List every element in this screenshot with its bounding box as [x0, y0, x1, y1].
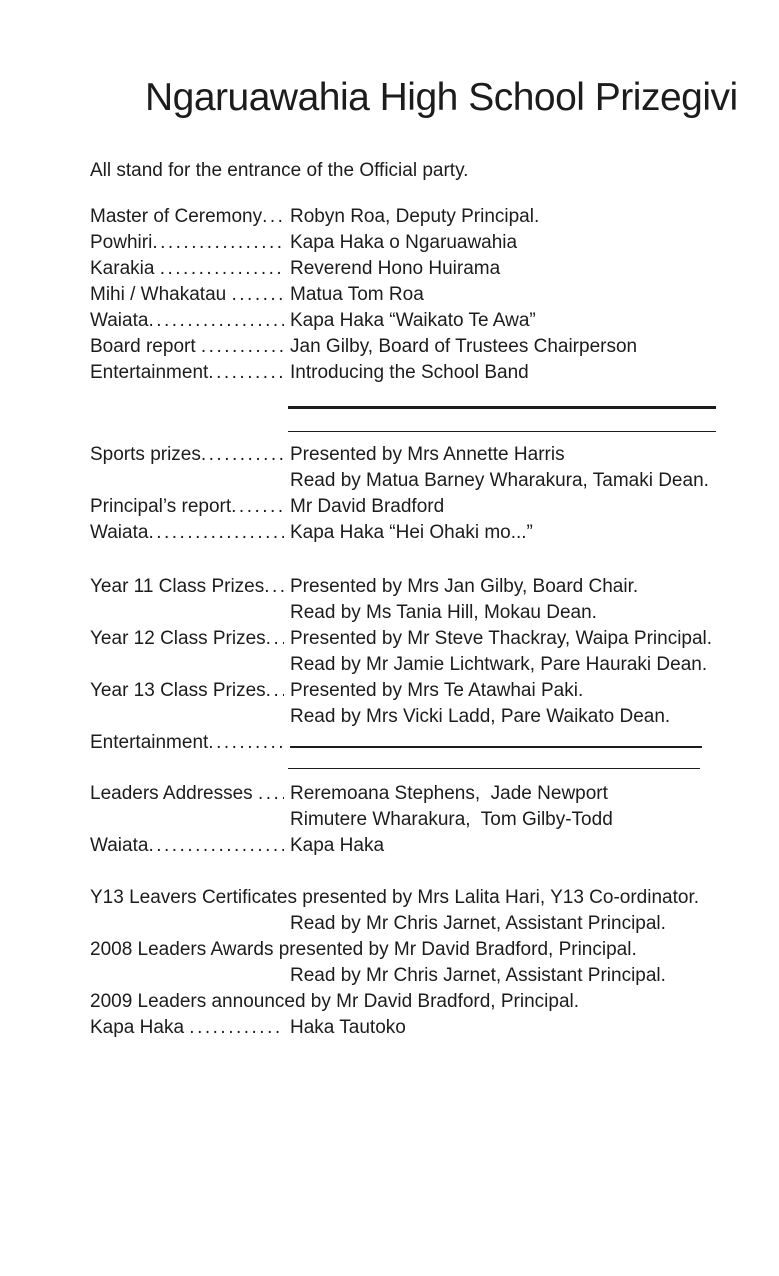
program-row: [90, 308, 750, 334]
row-label: Sports prizes: [90, 444, 201, 465]
program-row: [90, 704, 750, 730]
program-row: [90, 204, 750, 230]
row-description: Kapa Haka “Hei Ohaki mo...”: [290, 522, 533, 543]
row-description: Read by Mr Chris Jarnet, Assistant Principal.: [290, 965, 666, 986]
leader-dots: [160, 256, 284, 282]
paragraph-text: Y13 Leavers Certificates presented by Mrs Lalita Hari, Y13 Co-ordinator.: [90, 887, 700, 908]
row-description: Reverend Hono Huirama: [290, 258, 501, 279]
row-label-cell: [90, 730, 290, 756]
program-row: [90, 833, 750, 859]
row-label-cell: [90, 282, 290, 308]
row-description: Matua Tom Roa: [290, 284, 424, 305]
row-description: Reremoana Stephens, Jade Newport: [290, 783, 608, 804]
row-label-cell: [90, 833, 290, 859]
leader-dots: [148, 520, 284, 546]
leader-dots: [266, 626, 284, 652]
program-row: [90, 360, 750, 386]
program-row: [90, 989, 750, 1015]
row-label: Entertainment: [90, 732, 209, 753]
program-row: [90, 574, 750, 600]
row-label: Waiata: [90, 522, 149, 543]
program-row: [90, 911, 750, 937]
row-label-cell: [90, 626, 290, 652]
row-label-cell: [90, 574, 290, 600]
program-row: [90, 885, 750, 911]
row-description: Presented by Mrs Te Atawhai Paki.: [290, 680, 584, 701]
program-row: [90, 730, 750, 756]
row-description: Presented by Mrs Annette Harris: [290, 444, 565, 465]
vertical-spacer: [90, 546, 750, 574]
paragraph-text: 2009 Leaders announced by Mr David Bradford, Principal.: [90, 991, 580, 1012]
row-description: Presented by Mr Steve Thackray, Waipa Principal.: [290, 628, 713, 649]
row-description: Read by Mr Chris Jarnet, Assistant Principal.: [290, 913, 666, 934]
program-row: [90, 652, 750, 678]
row-label: Leaders Addresses: [90, 783, 258, 804]
document-page: [0, 76, 779, 1276]
leader-dots: [232, 282, 285, 308]
vertical-spacer: [90, 756, 750, 768]
program-list: [90, 204, 750, 1041]
leader-dots: [189, 1015, 284, 1041]
blank-underline: [290, 746, 702, 748]
program-row: [90, 520, 750, 546]
row-description: Presented by Mrs Jan Gilby, Board Chair.: [290, 576, 639, 597]
vertical-spacer: [90, 386, 750, 406]
row-label: Waiata: [90, 835, 149, 856]
row-label-cell: [90, 334, 290, 360]
program-row: [90, 937, 750, 963]
leader-dots: [266, 678, 284, 704]
intro-line: All stand for the entrance of the Official party.: [90, 160, 469, 181]
leader-dots: [148, 833, 284, 859]
program-row: [90, 282, 750, 308]
row-label-cell: [90, 678, 290, 704]
program-row: [90, 600, 750, 626]
row-description: Rimutere Wharakura, Tom Gilby-Todd: [290, 809, 613, 830]
leader-dots: [231, 494, 284, 520]
row-label-cell: [90, 308, 290, 334]
row-label: Kapa Haka: [90, 1017, 190, 1038]
program-row: [90, 678, 750, 704]
leader-dots: [262, 204, 284, 230]
row-description: Jan Gilby, Board of Trustees Chairperson: [290, 336, 638, 357]
row-label: Board report: [90, 336, 201, 357]
leader-dots: [208, 730, 284, 756]
row-label-cell: [90, 204, 290, 230]
leader-dots: [201, 442, 284, 468]
row-description: Read by Mrs Vicki Ladd, Pare Waikato Dean.: [290, 706, 671, 727]
program-row: [90, 807, 750, 833]
vertical-spacer: [90, 409, 750, 431]
leader-dots: [148, 308, 284, 334]
paragraph-text: 2008 Leaders Awards presented by Mr David Bradford, Principal.: [90, 939, 637, 960]
page-title: Ngaruawahia High School Prizegivi: [145, 76, 738, 119]
row-description: Kapa Haka o Ngaruawahia: [290, 232, 518, 253]
row-description: Mr David Bradford: [290, 496, 445, 517]
program-row: [90, 230, 750, 256]
row-label: Mihi / Whakatau: [90, 284, 232, 305]
program-row: [90, 442, 750, 468]
row-label-cell: [90, 230, 290, 256]
row-label-cell: [90, 781, 290, 807]
row-label-cell: [90, 1015, 290, 1041]
row-label: Year 12 Class Prizes: [90, 628, 266, 649]
row-description: Kapa Haka: [290, 835, 385, 856]
row-description: Robyn Roa, Deputy Principal.: [290, 206, 540, 227]
row-label: Waiata: [90, 310, 149, 331]
program-row: [90, 494, 750, 520]
leader-dots: [264, 574, 284, 600]
row-label: Principal’s report: [90, 496, 232, 517]
leader-dots: [152, 230, 284, 256]
row-label: Entertainment: [90, 362, 209, 383]
program-row: [90, 1015, 750, 1041]
leader-dots: [258, 781, 284, 807]
row-label: Year 13 Class Prizes: [90, 680, 266, 701]
leader-dots: [201, 334, 284, 360]
row-description: Read by Mr Jamie Lichtwark, Pare Hauraki Dean.: [290, 654, 708, 675]
row-label: Karakia: [90, 258, 160, 279]
row-label: Year 11 Class Prizes: [90, 576, 265, 597]
vertical-spacer: [90, 859, 750, 885]
program-row: [90, 468, 750, 494]
row-label: Powhiri: [90, 232, 153, 253]
row-description: Kapa Haka “Waikato Te Awa”: [290, 310, 536, 331]
program-row: [90, 256, 750, 282]
program-row: [90, 334, 750, 360]
row-label: Master of Ceremony: [90, 206, 263, 227]
row-label-cell: [90, 520, 290, 546]
row-description: Introducing the School Band: [290, 362, 529, 383]
row-label-cell: [90, 494, 290, 520]
vertical-spacer: [90, 432, 750, 442]
row-label-cell: [90, 256, 290, 282]
program-row: [90, 626, 750, 652]
vertical-spacer: [90, 769, 750, 781]
row-description: Read by Ms Tania Hill, Mokau Dean.: [290, 602, 597, 623]
leader-dots: [208, 360, 284, 386]
row-description: Haka Tautoko: [290, 1017, 406, 1038]
row-label-cell: [90, 360, 290, 386]
row-description: Read by Matua Barney Wharakura, Tamaki Dean.: [290, 470, 709, 491]
program-row: [90, 781, 750, 807]
program-row: [90, 963, 750, 989]
row-label-cell: [90, 442, 290, 468]
